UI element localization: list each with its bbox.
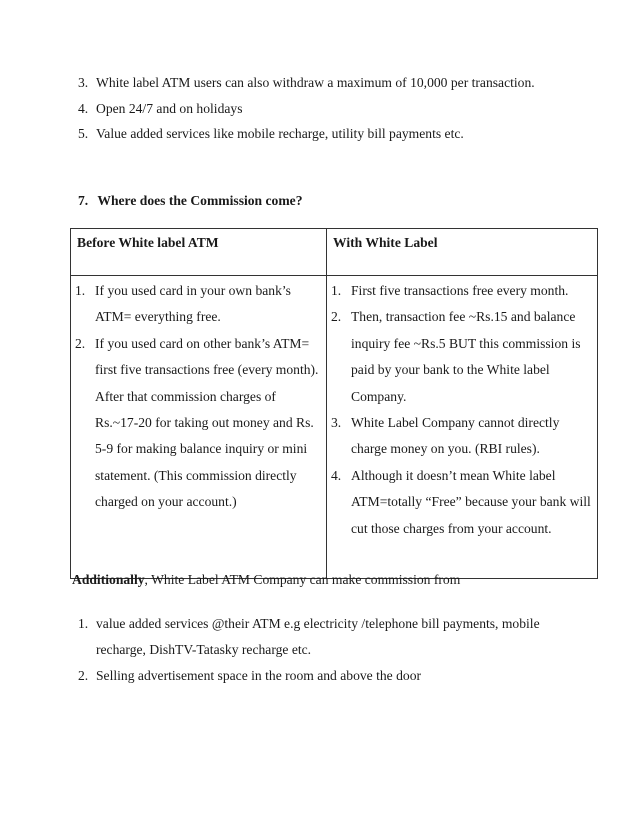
- table-header-row: [71, 229, 598, 276]
- list-number: 2.: [331, 309, 342, 325]
- list-item: [331, 278, 593, 304]
- list-item: [78, 663, 578, 689]
- list-text: Value added services like mobile recharge, utility bill payments etc.: [96, 126, 464, 141]
- list-text: value added services @their ATM e.g electricity /telephone bill payments, mobile recharge, DishTV-Tatasky recharge etc.: [96, 616, 540, 657]
- list-number: 2.: [75, 335, 86, 351]
- list-number: 5.: [78, 126, 89, 141]
- with-list: [331, 278, 593, 542]
- list-text: If you used card on other bank’s ATM= first five transactions free (every month). After that commission charges of Rs.~17-20 for taking out money and Rs. 5-9 for making balance inquiry or mini statement. (This commission directly charged on your account.): [95, 335, 319, 510]
- list-number: 1.: [78, 616, 89, 631]
- section-title: Where does the Commission come?: [97, 193, 303, 208]
- top-numbered-list: [78, 70, 578, 147]
- before-list: [75, 278, 322, 516]
- list-text: White label ATM users can also withdraw a maximum of 10,000 per transaction.: [96, 75, 535, 90]
- list-number: 1.: [331, 283, 342, 298]
- additionally-paragraph: [72, 569, 460, 591]
- list-item: [331, 304, 593, 410]
- list-number: 1.: [75, 283, 86, 298]
- list-number: 2.: [78, 668, 89, 683]
- list-text: First five transactions free every month.: [351, 283, 569, 298]
- list-item: [78, 70, 578, 96]
- cell-before: [71, 276, 327, 579]
- bottom-numbered-list: [78, 611, 578, 689]
- additionally-text: , White Label ATM Company can make commission from: [144, 572, 461, 587]
- list-text: Open 24/7 and on holidays: [96, 100, 243, 116]
- list-item: [78, 96, 578, 122]
- cell-with: [327, 276, 598, 579]
- list-number: 3.: [331, 415, 342, 431]
- list-item: [331, 410, 593, 463]
- list-item: [75, 278, 322, 331]
- comparison-table: [70, 228, 598, 579]
- list-item: [78, 611, 578, 663]
- list-text: White Label Company cannot directly charge money on you. (RBI rules).: [351, 415, 560, 457]
- list-item: [331, 463, 593, 542]
- header-before: Before White label ATM: [71, 229, 327, 276]
- list-item: [75, 331, 322, 516]
- list-number: 3.: [78, 75, 89, 90]
- list-number: 4.: [78, 100, 89, 116]
- section-heading: [78, 190, 303, 212]
- list-text: Then, transaction fee ~Rs.15 and balance inquiry fee ~Rs.5 BUT this commission is paid by your bank to the White label Company.: [351, 309, 581, 404]
- list-number: 4.: [331, 467, 342, 483]
- additionally-bold: Additionally: [72, 572, 145, 587]
- section-number: 7.: [78, 193, 89, 208]
- table-row: [71, 276, 598, 579]
- list-text: Although it doesn’t mean White label ATM=totally “Free” because your bank will cut those charges from your account.: [351, 467, 591, 536]
- header-with: With White Label: [327, 229, 598, 276]
- list-text: If you used card in your own bank’s ATM= everything free.: [95, 283, 291, 325]
- list-text: Selling advertisement space in the room and above the door: [96, 668, 422, 683]
- list-item: [78, 121, 578, 147]
